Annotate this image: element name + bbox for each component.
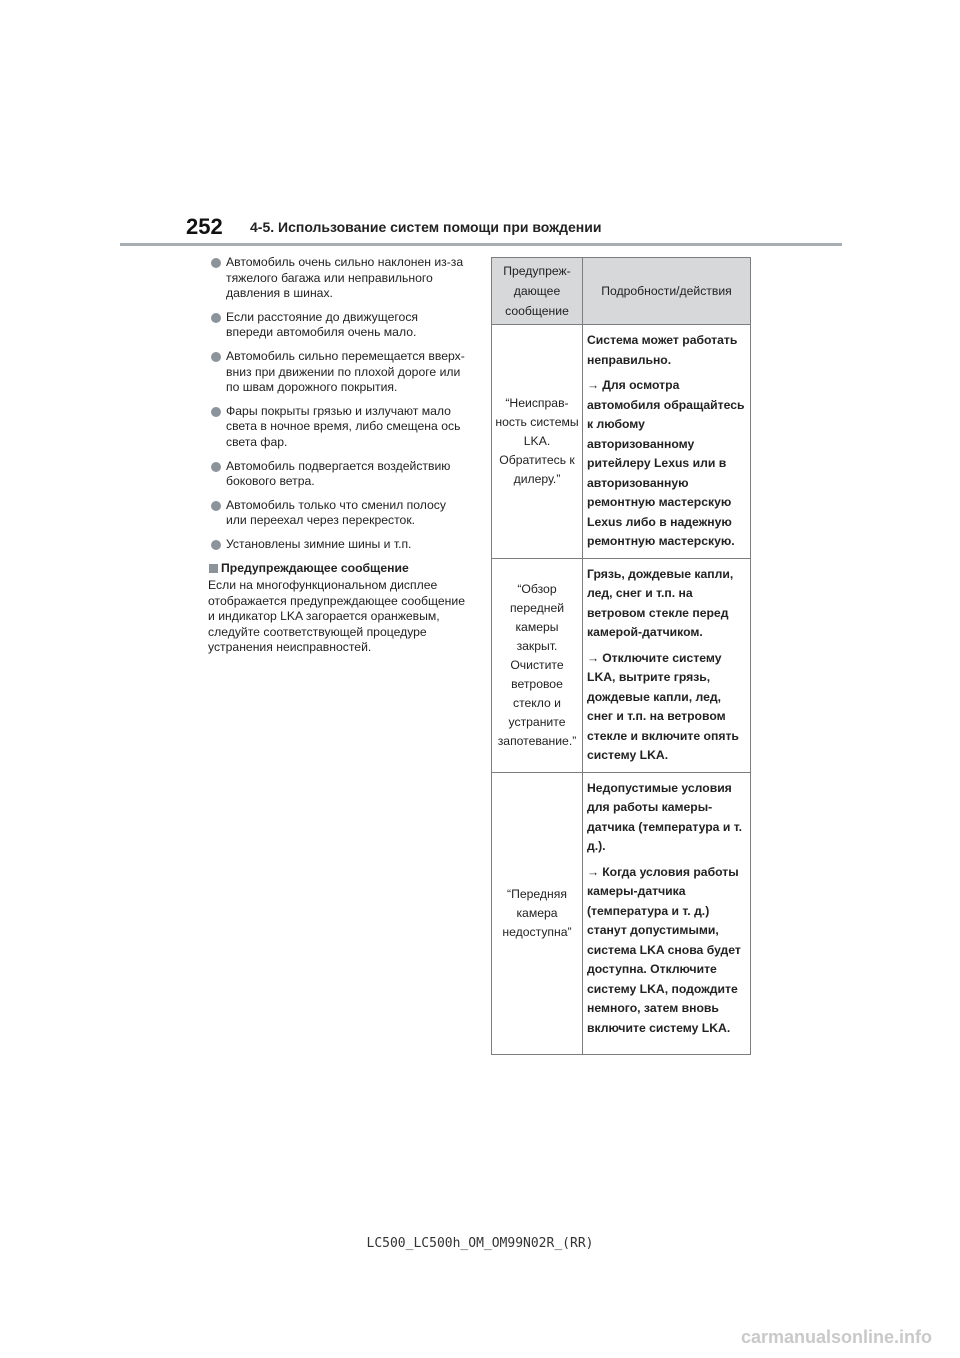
details-cell	[583, 558, 751, 772]
list-item	[208, 537, 468, 553]
action-text: Когда условия работы камеры-датчика (температура и т. д.) станут допустимыми, система LKA снова будет доступна. Отключите систему LKA, подождите немного, затем вновь включите систему LKA.	[587, 864, 741, 1035]
square-bullet-icon	[209, 564, 218, 573]
list-item-text: Установлены зимние шины и т.п.	[226, 536, 412, 551]
bullet-dot-icon	[211, 501, 221, 511]
table-row	[492, 772, 751, 1054]
arrow-right-icon: →	[587, 378, 600, 392]
action-text-block	[587, 863, 746, 1039]
warning-messages-table	[491, 257, 751, 1055]
column-header-details: Подробности/действия	[583, 258, 751, 325]
bullet-dot-icon	[211, 540, 221, 550]
list-item	[208, 310, 468, 341]
header-divider	[120, 243, 842, 246]
warning-section-text: Если на многофункциональном дисплее отображается предупреждающее сообщение и индикатор LKA загорается оранжевым, следуйте соответствующей процедуре устранения неисправностей.	[208, 578, 465, 655]
list-item-text: Фары покрыты грязью и излучают мало света в ночное время, либо смещена ось света фар.	[226, 403, 461, 449]
list-item-text: Если расстояние до движущегося впереди автомобиля очень мало.	[226, 309, 419, 340]
table-row	[492, 325, 751, 559]
action-text-block	[587, 376, 746, 552]
bullet-dot-icon	[211, 462, 221, 472]
list-item-text: Автомобиль сильно перемещается вверх-вниз при движении по плохой дороге или по швам дорожного покрытия.	[226, 348, 465, 395]
column-header-message: Предупреж-дающее сообщение	[492, 258, 583, 325]
conditions-list	[208, 255, 468, 656]
detail-text: Система может работать неправильно.	[587, 333, 738, 367]
warning-message-cell: “Обзор передней камеры закрыт. Очистите ветровое стекло и устраните запотевание.”	[492, 558, 583, 772]
section-title: 4-5. Использование систем помощи при вождении	[250, 219, 602, 235]
list-item-text: Автомобиль подвергается воздействию бокового ветра.	[226, 458, 451, 489]
warning-heading-text: Предупреждающее сообщение	[221, 560, 409, 575]
bullet-dot-icon	[211, 407, 221, 417]
list-item	[208, 255, 468, 302]
detail-text: Грязь, дождевые капли, лед, снег и т.п. на ветровом стекле перед камерой-датчиком.	[587, 566, 734, 639]
action-text: Отключите систему LKA, вытрите грязь, дождевые капли, лед, снег и т.п. на ветровом стекле и включите опять систему LKA.	[587, 650, 739, 762]
arrow-right-icon: →	[587, 650, 600, 665]
list-item-text: Автомобиль только что сменил полосу или переехал через перекресток.	[226, 497, 446, 528]
details-cell	[583, 772, 751, 1054]
page-number: 252	[186, 214, 223, 239]
action-text-block	[587, 649, 746, 766]
list-item	[208, 498, 468, 529]
detail-text: Недопустимые условия для работы камеры-датчика (температура и т. д.).	[587, 780, 742, 853]
bullet-dot-icon	[211, 352, 221, 362]
warning-message-cell: “Неисправ-ность системы LKA. Обратитесь к дилеру.”	[492, 325, 583, 559]
warning-section-heading	[208, 561, 468, 577]
bullet-dot-icon	[211, 258, 221, 268]
table-header-row	[492, 258, 751, 325]
warning-message-cell: “Передняя камера недоступна”	[492, 772, 583, 1054]
bullet-dot-icon	[211, 313, 221, 323]
table-row	[492, 558, 751, 772]
watermark-text: carmanualsonline.info	[740, 1327, 932, 1347]
list-item	[208, 459, 468, 490]
document-code: LC500_LC500h_OM_OM99N02R_(RR)	[366, 1236, 594, 1251]
action-text: Для осмотра автомобиля обращайтесь к любому авторизованному ритейлеру Lexus или в авторизованную ремонтную мастерскую Lexus либо в надежную ремонтную мастерскую.	[587, 378, 745, 548]
arrow-right-icon: →	[587, 864, 600, 879]
list-item-text: Автомобиль очень сильно наклонен из-за тяжелого багажа или неправильного давления в шинах.	[226, 255, 464, 301]
list-item	[208, 349, 468, 396]
details-cell	[583, 325, 751, 559]
list-item	[208, 404, 468, 451]
